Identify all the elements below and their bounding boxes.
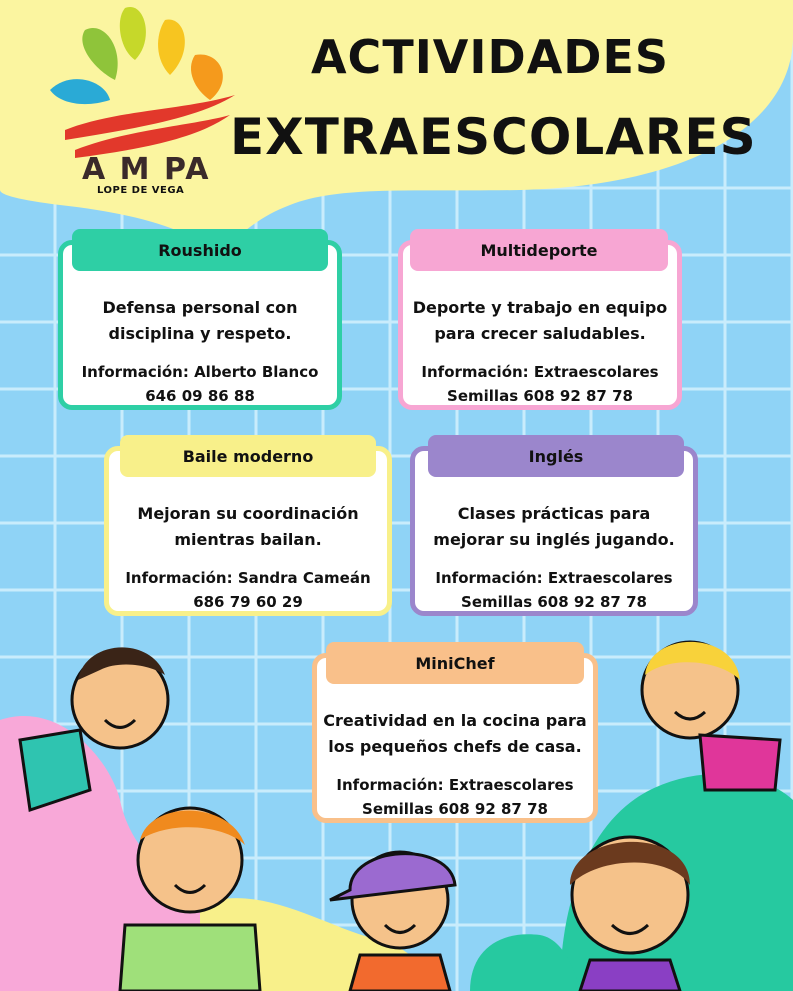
card-title-ingles: Inglés [428, 435, 684, 477]
card-contact-info: Información: Sandra Cameán 686 79 60 29 [125, 569, 371, 611]
card-title-roushido: Roushido [72, 229, 328, 271]
card-title-baile-moderno: Baile moderno [120, 435, 376, 477]
leaf-shape-5 [191, 54, 223, 100]
card-title-minichef: MiniChef [326, 642, 584, 684]
leaf-shape-3 [50, 79, 110, 104]
page-title-line2: EXTRAESCOLARES [230, 108, 757, 166]
card-description: Clases prácticas para mejorar su inglés jugando. [433, 504, 675, 549]
logo-subtitle: LOPE DE VEGA [97, 185, 185, 196]
card-title-multideporte: Multideporte [410, 229, 668, 271]
leaf-shape-4 [158, 20, 185, 75]
card-contact-info: Información: Extraescolares Semillas 608 92 87 78 [435, 569, 673, 611]
child-bottom-right [570, 837, 690, 991]
card-description: Defensa personal con disciplina y respeto. [102, 298, 298, 343]
card-description: Deporte y trabajo en equipo para crecer saludables. [412, 298, 668, 343]
card-contact-info: Información: Extraescolares Semillas 608 92 87 78 [336, 776, 574, 818]
logo-name: A M PA [82, 152, 211, 187]
leaf-shape-1 [120, 7, 146, 60]
card-description: Creatividad en la cocina para los pequeños chefs de casa. [323, 711, 587, 756]
leaf-shape-2 [82, 28, 117, 80]
page-title-line1: ACTIVIDADES [310, 30, 670, 84]
card-description: Mejoran su coordinación mientras bailan. [137, 504, 359, 549]
card-contact-info: Información: Extraescolares Semillas 608 92 87 78 [421, 363, 659, 405]
card-contact-info: Información: Alberto Blanco 646 09 86 88 [81, 363, 319, 405]
